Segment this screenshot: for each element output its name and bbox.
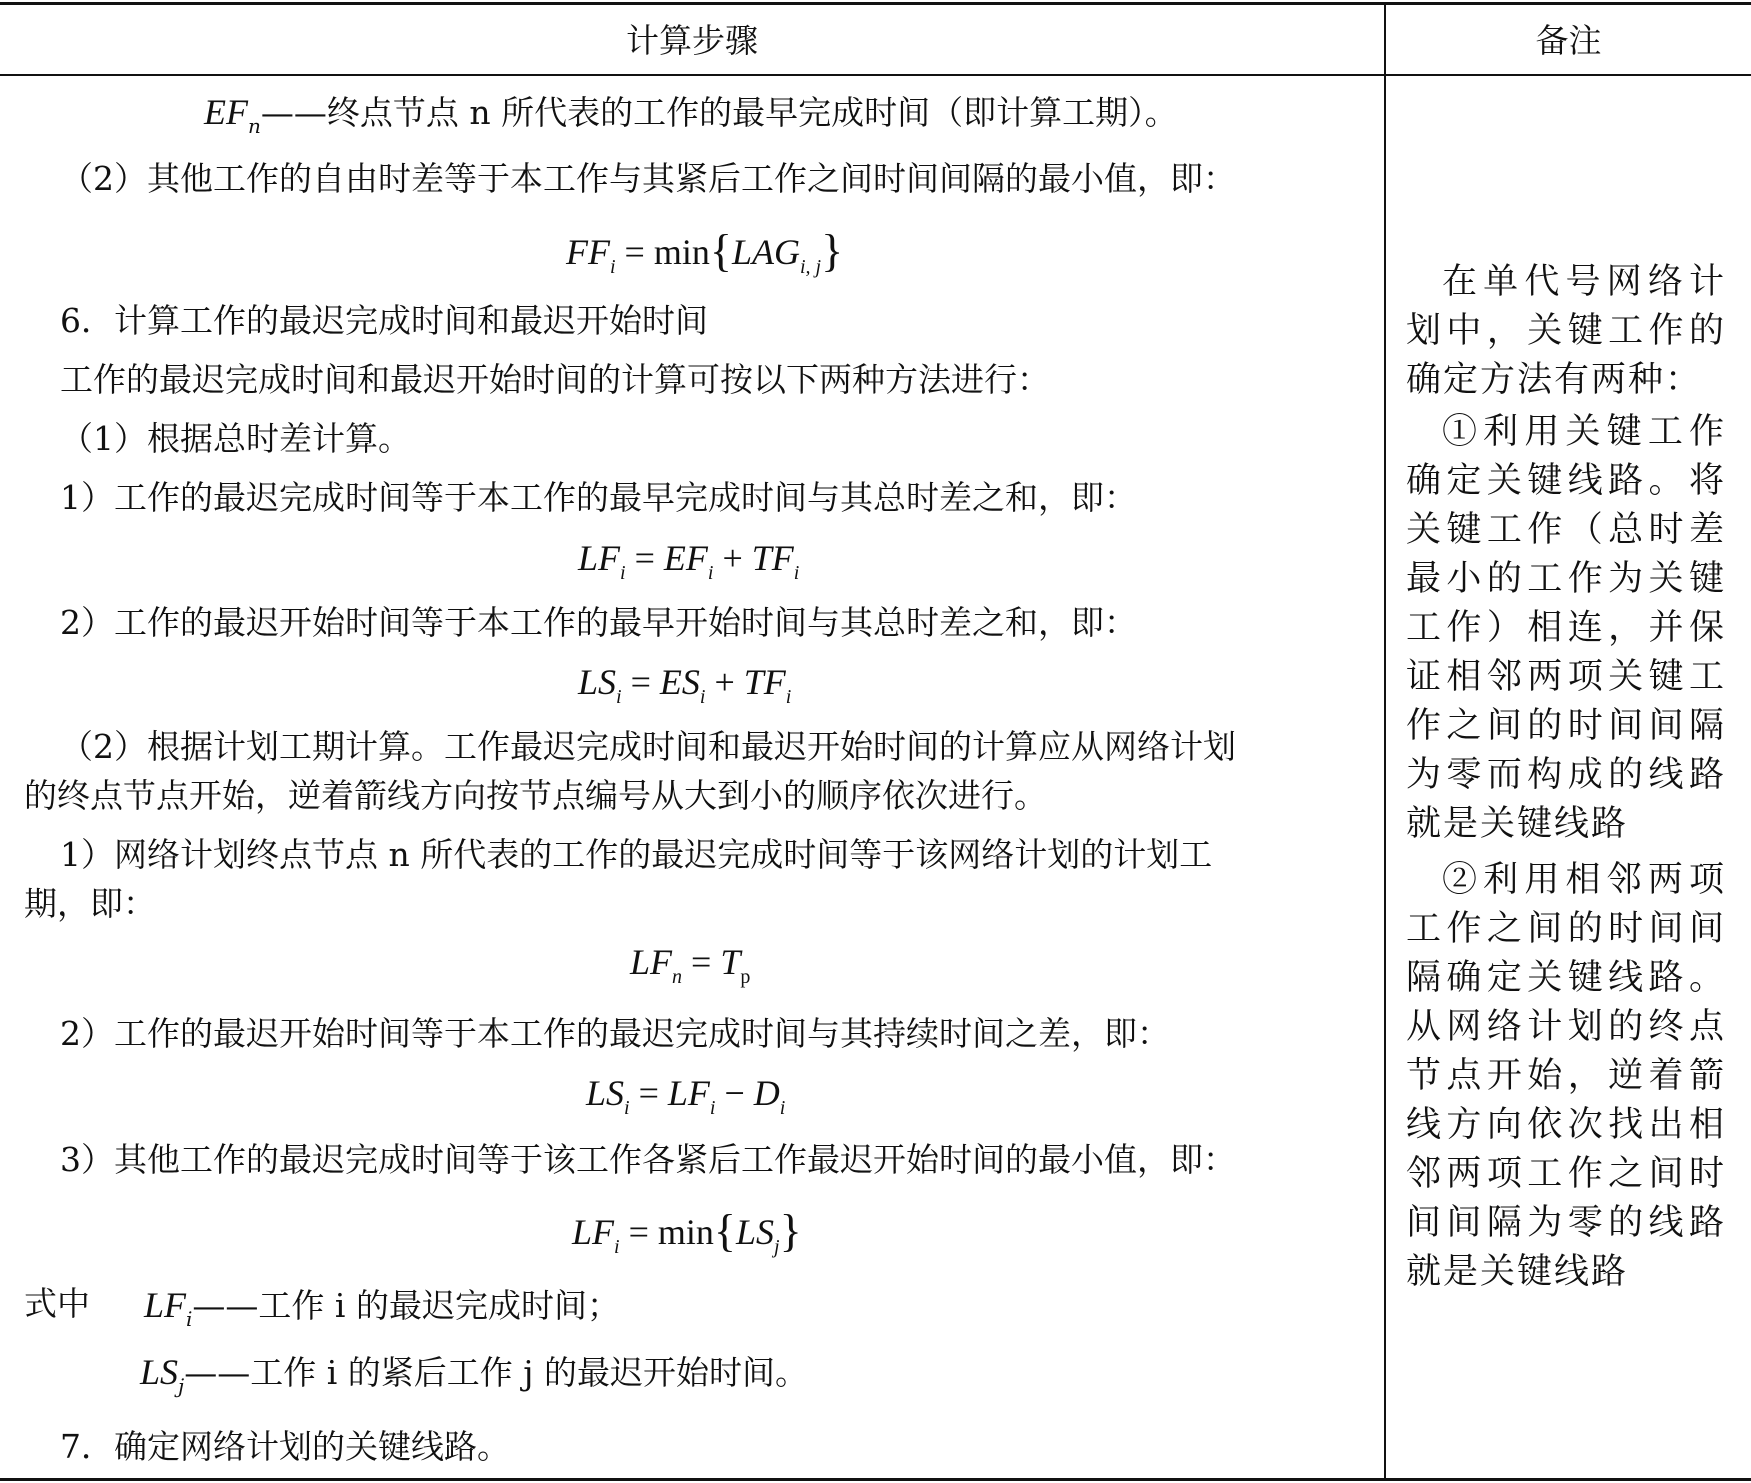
line-lf-total-float: 1）工作的最迟完成时间等于本工作的最早完成时间与其总时差之和，即： (60, 478, 1137, 517)
formula-ls-lf: $LS_i = LF_i - D_i$ (586, 1073, 786, 1119)
note-intro: 在单代号网络计划中，关键工作的确定方法有两种： (1406, 262, 1726, 400)
line-end-node: 1）网络计划终点节点 n 所代表的工作的最迟完成时间等于该网络计划的计划工 (60, 835, 1213, 874)
header-bottom-rule (0, 74, 1751, 76)
line-ls-total-float: 2）工作的最迟开始时间等于本工作的最早开始时间与其总时差之和，即： (60, 603, 1137, 642)
note-method-1: ①利用关键工作确定关键线路。将关键工作（总时差最小的工作为关键工作）相连，并保证相邻两项关键工作之间的时间间隔为零而构成的线路就是关键线路 (1406, 412, 1726, 844)
column-divider (1384, 2, 1386, 1480)
line-end-node-cont: 期，即： (24, 884, 156, 923)
line-where-lsj: $LS_j——$工作 i 的紧后工作 j 的最迟开始时间。 (140, 1352, 808, 1398)
formula-ff: $FF_i = \min\{LAG_{i, j}\}$ (566, 225, 844, 278)
table-bottom-rule (0, 1478, 1751, 1481)
line-method-2-cont: 的终点节点开始，逆着箭线方向按节点编号从大到小的顺序依次进行。 (24, 776, 1047, 815)
line-efn-definition: $EF_n——$终点节点 n 所代表的工作的最早完成时间（即计算工期）。 (204, 92, 1178, 138)
line-method-2: （2）根据计划工期计算。工作最迟完成时间和最迟开始时间的计算应从网络计划 (60, 727, 1236, 766)
header-steps: 计算步骤 (626, 21, 758, 60)
line-where-lfi: $LF_i——$工作 i 的最迟完成时间； (144, 1285, 620, 1331)
where-label: 式中 (24, 1284, 90, 1323)
formula-lf: $LF_i = EF_i + TF_i$ (578, 538, 800, 584)
line-two-methods: 工作的最迟完成时间和最迟开始时间的计算可按以下两种方法进行： (60, 360, 1050, 399)
line-ls-duration: 2）工作的最迟开始时间等于本工作的最迟完成时间与其持续时间之差，即： (60, 1014, 1170, 1053)
line-method-1: （1）根据总时差计算。 (60, 419, 411, 458)
section-7-heading: 7．确定网络计划的关键线路。 (60, 1427, 510, 1466)
formula-lf-min: $LF_i = \min\{LS_j\}$ (572, 1205, 802, 1258)
formula-ls: $LS_i = ES_i + TF_i$ (578, 662, 792, 708)
line-free-float: （2）其他工作的自由时差等于本工作与其紧后工作之间时间间隔的最小值，即： (60, 159, 1236, 198)
table-top-rule (0, 2, 1751, 5)
section-6-heading: 6．计算工作的最迟完成时间和最迟开始时间 (60, 301, 708, 340)
formula-lfn: $LF_n = T_p$ (630, 942, 751, 988)
line-lf-min: 3）其他工作的最迟完成时间等于该工作各紧后工作最迟开始时间的最小值，即： (60, 1140, 1236, 1179)
note-method-2: ②利用相邻两项工作之间的时间间隔确定关键线路。从网络计划的终点节点开始，逆着箭线方向依次找出相邻两项工作之间时间间隔为零的线路就是关键线路 (1406, 860, 1726, 1292)
header-notes: 备注 (1535, 21, 1602, 60)
